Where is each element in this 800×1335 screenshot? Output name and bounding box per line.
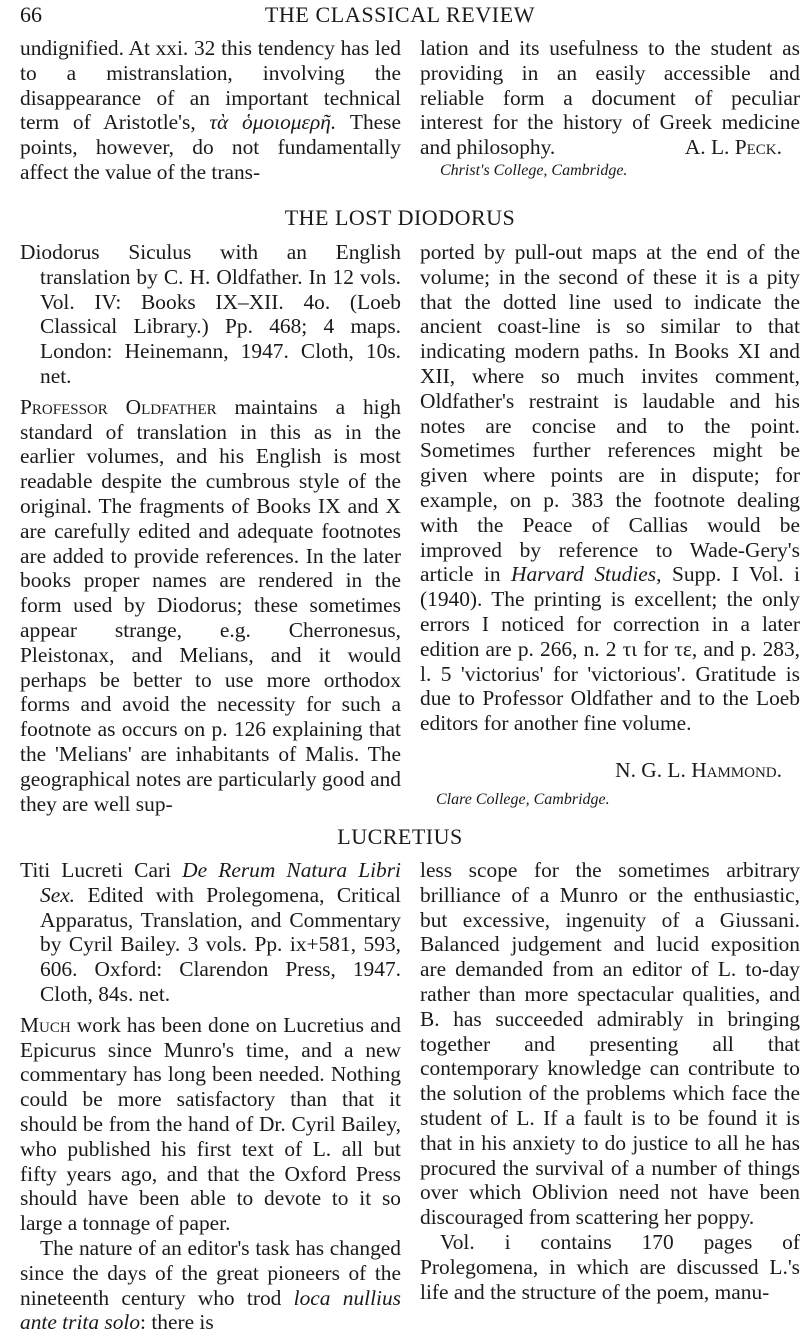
review2-body-right-1: ported by pull-out maps at the end of the volume; in the second of these it is a pity that the dotted line used to indicate the ancient coast-line is so similar to that indicating modern paths. In Books XI and XII, where so much invites comment, Oldfather's restraint is laudable and his notes are concise and to the point. Sometimes further references might be given where points are in dispute; for example, on p. 383 the footnote dealing with the Peace of Callias would be improved by reference to Wade-Gery's article in — [420, 240, 800, 587]
review3-body-left-1: work has been done on Lucretius and Epicurus since Munro's time, and a new commentary has long been needed. Nothing could be more satisfactory than that it should be from the hand of Dr. Cyril Bailey, who published his first text of L. all but fifty years ago, and that the Oxford Press should have been able to devote to it so large a tonnage of paper. — [20, 1012, 401, 1236]
latin-quote: loca nullius ante trita solo — [20, 1285, 401, 1335]
review1-affiliation: Christ's College, Cambridge. — [440, 161, 628, 179]
review1-left-text-2: These points, however, do not fundamentally affect the value of the trans- — [20, 110, 401, 184]
review3-citation-rest: Edited with Prolegomena, Critical Apparatus, Translation, and Commentary by Cyril Bailey. 3 vols. Pp. ix+581, 593, 606. Oxford: Clarendon Press, 1947. Cloth, 84s. net. — [40, 882, 401, 1006]
running-head: THE CLASSICAL REVIEW — [264, 2, 536, 27]
review1-signature: A. L. Peck. — [684, 135, 782, 160]
journal-title: Harvard Studies, — [511, 562, 662, 587]
review3-body-right-2: Vol. i contains 170 pages of Prolegomena, in which are discussed L.'s life and the structure of the poem, manu- — [420, 1229, 800, 1304]
review3-left-column — [20, 858, 401, 1335]
page-header — [14, 2, 786, 30]
review3-citation-author: Titi Lucreti Cari — [20, 858, 172, 882]
review2-body-right-2: Supp. I Vol. i (1940). The printing is excellent; the only errors I noticed for correction in a later edition are p. 266, n. 2 τι for τε, and p. 283, l. 5 'victorius' for 'victorious'. Gratitude is due to Professor Oldfather and to the Loeb editors for another fine volume. — [420, 562, 800, 736]
review2-affiliation: Clare College, Cambridge. — [436, 790, 610, 808]
review3-title: LUCRETIUS — [337, 824, 463, 849]
review2-body-left: maintains a high standard of translation in this as in the earlier volumes, and his English is most readable despite the cumbrous style of the original. The fragments of Books IX and X are carefully edited and adequate footnotes are added to provide references. In the later books proper names are rendered in the form used by Diodorus; these sometimes appear strange, e.g. Cherronesus, Pleistonax, and Melians, and it would perhaps be better to use more orthodox forms and avoid the necessity for such a footnote as occurs on p. 126 explaining that the 'Melians' are inhabitants of Malis. The geographical notes are particularly good and they are well sup- — [20, 394, 401, 816]
review3-body-left-2: The nature of an editor's task has changed since the days of the great pioneers of the nineteenth century who trod — [20, 1235, 401, 1310]
greek-term: τὰ ὁμοιομερῆ. — [209, 110, 337, 135]
review2-right-column — [420, 240, 800, 811]
review2-signature: N. G. L. Hammond. — [615, 757, 782, 782]
review1-right-column — [420, 36, 800, 182]
review3-right-column — [420, 858, 800, 1304]
review2-title: THE LOST DIODORUS — [284, 205, 516, 230]
review3-body-right-1: less scope for the sometimes arbitrary brilliance of a Munro or the enthusiastic, but excessive, ingenuity of a Giussani. Balanced judgement and lucid exposition are demanded from an editor of L. to-day rather than more spectacular qualities, and B. has succeeded admirably in bringing together and presenting all that contemporary knowledge can contribute to the solution of the problems which face the student of L. If a fault is to be found it is that in his anxiety to do justice to all he has procured the survival of a number of things over which Oblivion need not have been discouraged from scattering her poppy. — [420, 858, 800, 1230]
review2-left-column — [20, 240, 401, 816]
review1-right-text: lation and its usefulness to the student as providing in an easily accessible and reliable form a document of peculiar interest for the history of Greek medicine and philosophy. — [420, 36, 800, 160]
page-number: 66 — [20, 2, 42, 27]
review2-citation: Diodorus Siculus with an English translation by C. H. Oldfather. In 12 vols. Vol. IV: Books IX–XII. 4o. (Loeb Classical Library.) Pp. 468; 4 maps. London: Heinemann, 1947. Cloth, 10s. net. — [20, 240, 401, 388]
review3-first-word: Much — [20, 1012, 71, 1037]
review3-citation-title: De Rerum Natura Libri Sex. — [40, 858, 401, 907]
review3-citation — [20, 858, 401, 1007]
review1-left-column — [20, 36, 401, 185]
review3-body-left-3: : there is — [140, 1310, 214, 1335]
review2-first-words: Professor Oldfather — [20, 394, 217, 419]
review1-left-text: undignified. At xxi. 32 this tendency has led to a mistranslation, involving the disappearance of an important technical term of Aristotle's, — [20, 36, 401, 135]
